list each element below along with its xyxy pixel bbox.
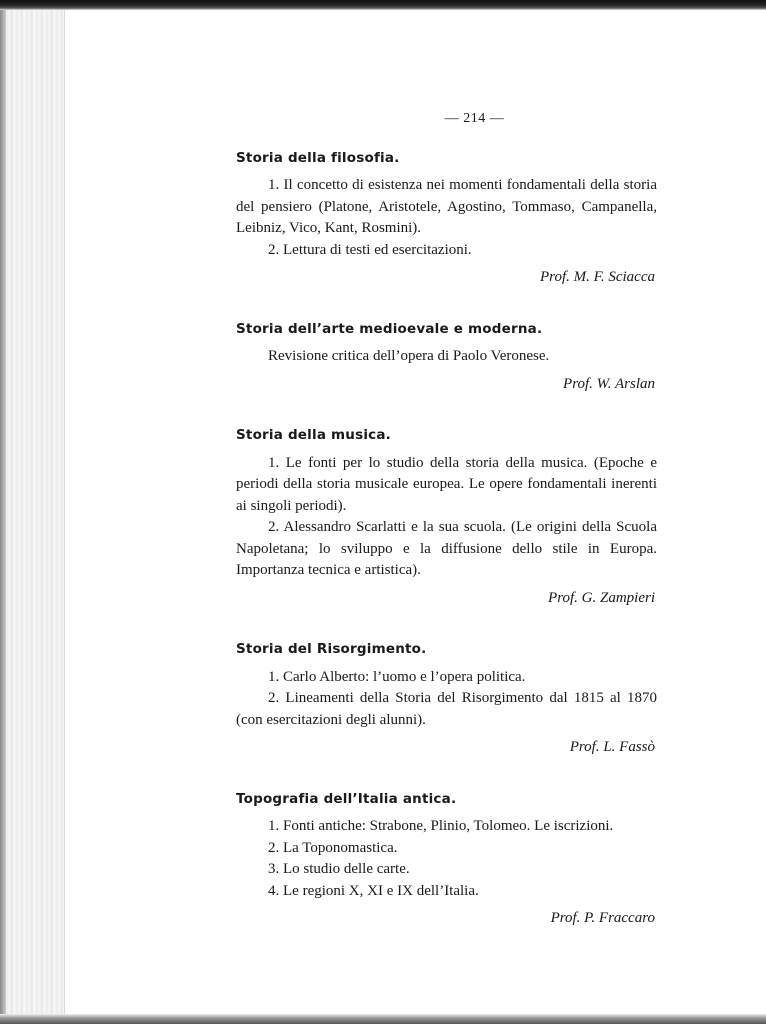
list-item: 3. Lo studio delle carte.	[268, 861, 410, 877]
list-item: 4. Le regioni X, XI e IX dell’Italia.	[268, 882, 479, 899]
scan-top-edge	[0, 0, 766, 10]
list-item: 2. Lineamenti della Storia del Risorgimento dal 1815 al 1870 (con esercitazioni degli alunni).	[236, 690, 657, 728]
section-topografia	[232, 789, 657, 930]
list-item: 2. La Toponomastica.	[268, 839, 398, 856]
professor-name: Prof. W. Arslan	[563, 375, 655, 392]
document-page	[232, 108, 657, 960]
professor-name: Prof. G. Zampieri	[548, 589, 655, 606]
section-title: Storia della musica.	[236, 427, 392, 443]
list-item: Revisione critica dell’opera di Paolo Veronese.	[268, 348, 550, 364]
professor-name: Prof. P. Fraccaro	[550, 910, 655, 926]
section-storia-arte	[232, 319, 657, 396]
section-storia-filosofia	[232, 148, 657, 289]
list-item: 1. Il concetto di esistenza nei momenti fondamentali della storia del pensiero (Platone, Aristotele, Agostino, Tommaso, Campanella, Leibniz, Vico, Kant, Rosmini).	[236, 177, 657, 236]
professor-name: Prof. L. Fassò	[569, 739, 655, 755]
section-title: Storia della filosofia.	[236, 149, 400, 166]
page-number: — 214 —	[444, 111, 505, 126]
list-item: 1. Fonti antiche: Strabone, Plinio, Tolomeo. Le iscrizioni.	[268, 818, 614, 834]
list-item: 2. Lettura di testi ed esercitazioni.	[268, 241, 472, 258]
professor-name: Prof. M. F. Sciacca	[540, 269, 655, 285]
scan-bottom-edge	[0, 1014, 766, 1024]
scan-shadow	[0, 0, 6, 1024]
list-item: 1. Carlo Alberto: l’uomo e l’opera politica.	[268, 668, 526, 685]
section-storia-musica	[232, 425, 657, 609]
section-storia-risorgimento	[232, 639, 657, 759]
scan-binding-edge	[0, 0, 65, 1024]
section-title: Storia del Risorgimento.	[236, 641, 427, 657]
section-title: Topografia dell’Italia antica.	[236, 790, 457, 807]
section-title: Storia dell’arte medioevale e moderna.	[236, 320, 543, 337]
list-item: 1. Le fonti per lo studio della storia della musica. (Epoche e periodi della storia musicale europea. Le opere fondamentali inerenti ai singoli periodi).	[236, 454, 657, 514]
list-item: 2. Alessandro Scarlatti e la sua scuola. (Le origini della Scuola Napoletana; lo sviluppo e la diffusione dello stile in Europa. Importanza tecnica e artistica).	[236, 519, 657, 578]
